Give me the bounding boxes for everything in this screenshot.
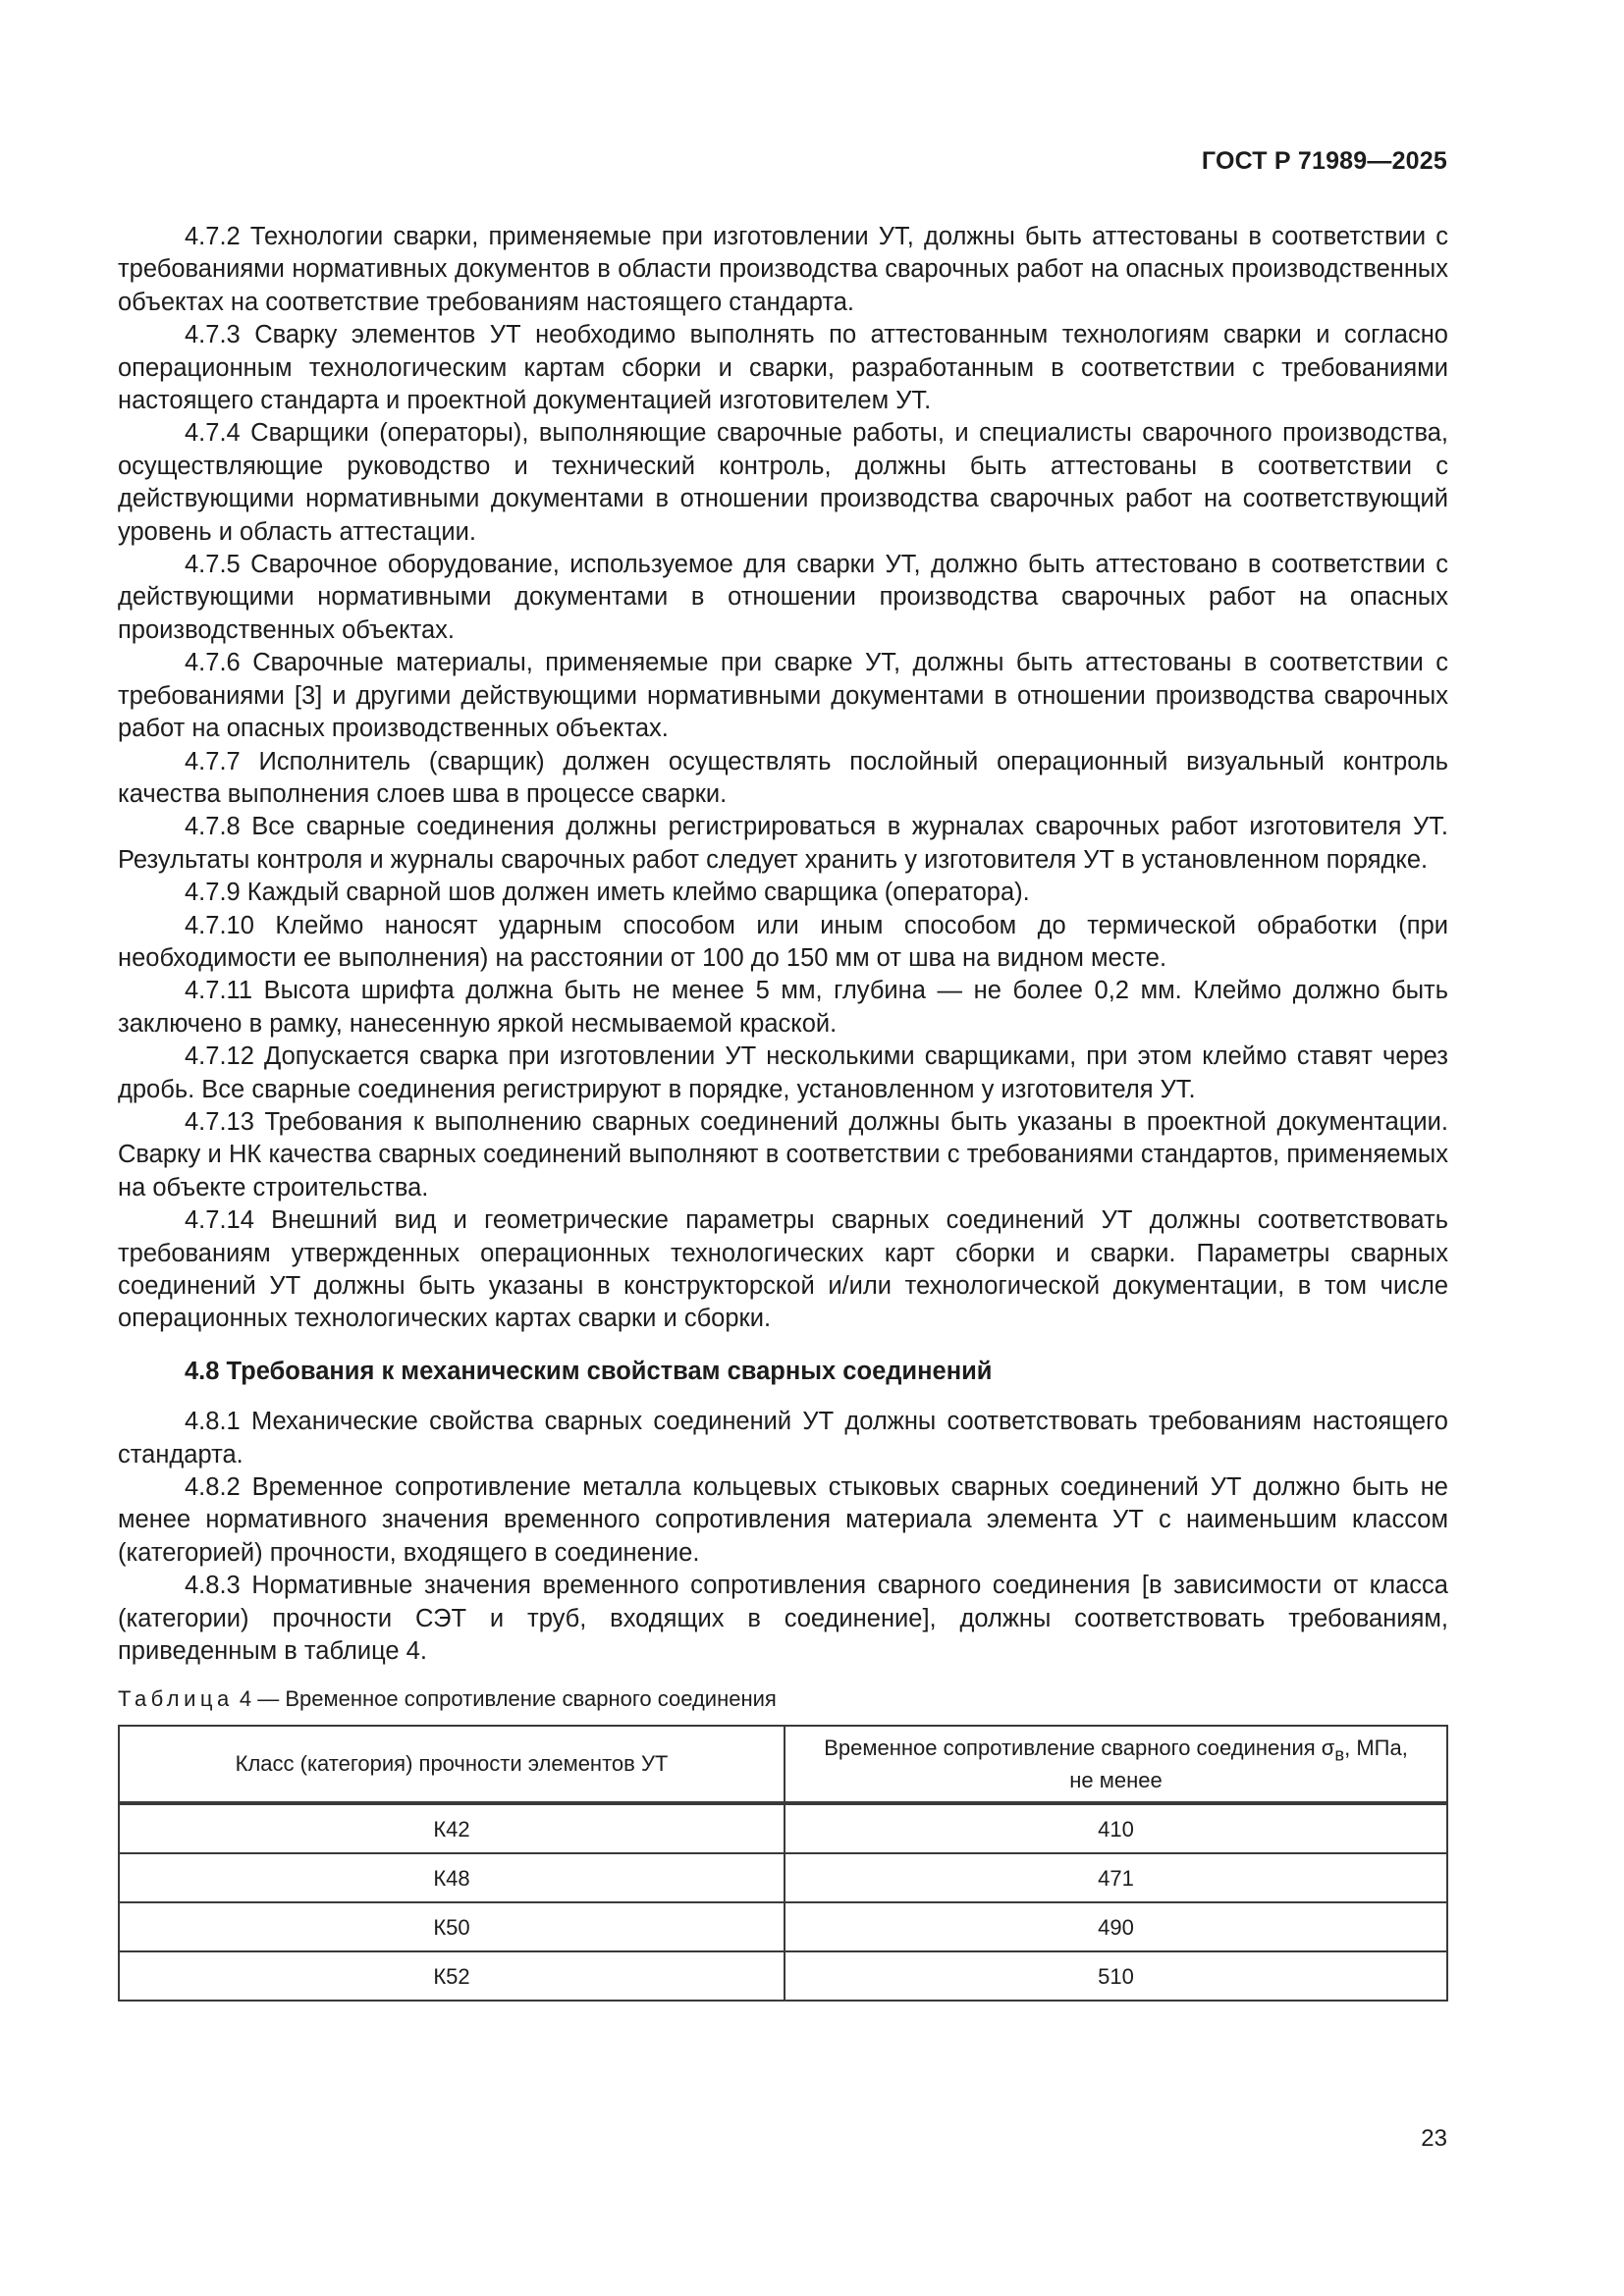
table-row <box>119 1902 1447 1951</box>
header-tensile-main: Временное сопротивление сварного соединения σ <box>824 1735 1335 1761</box>
page-content <box>118 221 1448 2002</box>
table-row <box>119 1853 1447 1902</box>
cell-value: 410 <box>785 1803 1447 1853</box>
paragraph-4-7-11: 4.7.11 Высота шрифта должна быть не менее 5 мм, глубина — не более 0,2 мм. Клеймо должно быть заключено в рамку, нанесенную яркой несмываемой краской. <box>118 977 1448 1038</box>
paragraph-4-7-4: 4.7.4 Сварщики (операторы), выполняющие сварочные работы, и специалисты сварочного производства, осуществляющие руководство и технический контроль, должны быть аттестованы в соответствии с действующими нормативными документами в отношении производства сварочных работ на соответствующий уровень и область аттестации. <box>118 419 1448 546</box>
cell-class: К48 <box>119 1853 785 1902</box>
paragraph-4-7-9: 4.7.9 Каждый сварной шов должен иметь клеймо сварщика (оператора). <box>185 879 1030 907</box>
table-caption-text: 4 — Временное сопротивление сварного соединения <box>239 1686 777 1712</box>
table-row <box>119 1803 1447 1853</box>
cell-value: 510 <box>785 1951 1447 2001</box>
paragraph-4-8-2: 4.8.2 Временное сопротивление металла кольцевых стыковых сварных соединений УТ должно быть не менее нормативного значения временного сопротивления материала элемента УТ с наименьшим классом (категорией) прочности, входящего в соединение. <box>118 1473 1448 1567</box>
paragraph-4-7-6: 4.7.6 Сварочные материалы, применяемые при сварке УТ, должны быть аттестованы в соответствии с требованиями [3] и другими действующими нормативными документами в отношении производства сварочных работ на опасных производственных объектах. <box>118 649 1448 743</box>
paragraph-4-7-7: 4.7.7 Исполнитель (сварщик) должен осуществлять послойный операционный визуальный контроль качества выполнения слоев шва в процессе сварки. <box>118 747 1448 808</box>
table-caption <box>118 1685 1448 1713</box>
page-number: 23 <box>1421 2125 1447 2152</box>
standard-header: ГОСТ Р 71989—2025 <box>1201 147 1447 175</box>
cell-class: К52 <box>119 1951 785 2001</box>
paragraph-4-7-2: 4.7.2 Технологии сварки, применяемые при изготовлении УТ, должны быть аттестованы в соответствии с требованиями нормативных документов в области производства сварочных работ на опасных производственных объектах на соответствие требованиям настоящего стандарта. <box>118 223 1448 316</box>
header-tensile-unit: , МПа, <box>1344 1735 1408 1761</box>
cell-value: 490 <box>785 1902 1447 1951</box>
header-strength-class: Класс (категория) прочности элементов УТ <box>119 1726 785 1803</box>
paragraph-4-7-8: 4.7.8 Все сварные соединения должны регистрироваться в журналах сварочных работ изготовителя УТ. Результаты контроля и журналы сварочных работ следует хранить у изготовителя УТ в установленном порядке. <box>118 813 1448 874</box>
table-caption-label: Таблица <box>118 1686 234 1712</box>
cell-value: 471 <box>785 1853 1447 1902</box>
table-header-row <box>119 1726 1447 1803</box>
table-row <box>119 1951 1447 2001</box>
cell-class: К50 <box>119 1902 785 1951</box>
section-title-4-8: 4.8 Требования к механическим свойствам сварных соединений <box>185 1357 993 1385</box>
header-tensile-subscript: в <box>1334 1743 1345 1765</box>
header-tensile-strength <box>785 1726 1447 1803</box>
paragraph-4-8-3: 4.8.3 Нормативные значения временного сопротивления сварного соединения [в зависимости от класса (категории) прочности СЭТ и труб, входящих в соединение], должны соответствовать требованиям, приведенным в таблице 4. <box>118 1572 1448 1666</box>
paragraph-4-8-1: 4.8.1 Механические свойства сварных соединений УТ должны соответствовать требованиям настоящего стандарта. <box>118 1408 1448 1468</box>
paragraph-4-7-3: 4.7.3 Сварку элементов УТ необходимо выполнять по аттестованным технологиям сварки и согласно операционным технологическим картам сборки и сварки, разработанным в соответствии с требованиями настоящего стандарта и проектной документацией изготовителем УТ. <box>118 321 1448 415</box>
paragraph-4-7-5: 4.7.5 Сварочное оборудование, используемое для сварки УТ, должно быть аттестовано в соответствии с действующими нормативными документами в отношении производства сварочных работ на опасных производственных объектах. <box>118 551 1448 644</box>
cell-class: К42 <box>119 1803 785 1853</box>
paragraph-4-7-10: 4.7.10 Клеймо наносят ударным способом или иным способом до термической обработки (при необходимости ее выполнения) на расстоянии от 100 до 150 мм от шва на видном месте. <box>118 911 1448 972</box>
header-tensile-min: не менее <box>1069 1767 1163 1792</box>
paragraph-4-7-14: 4.7.14 Внешний вид и геометрические параметры сварных соединений УТ должны соответствовать требованиям утвержденных операционных технологических карт сборки и сварки. Параметры сварных соединений УТ должны быть указаны в конструкторской и/или технологической документации, в том числе операционных технологических картах сварки и сборки. <box>118 1206 1448 1333</box>
paragraph-4-7-12: 4.7.12 Допускается сварка при изготовлении УТ несколькими сварщиками, при этом клеймо ставят через дробь. Все сварные соединения регистрируют в порядке, установленном у изготовителя УТ. <box>118 1042 1448 1103</box>
tensile-strength-table <box>118 1725 1448 2002</box>
paragraph-4-7-13: 4.7.13 Требования к выполнению сварных соединений должны быть указаны в проектной документации. Сварку и НК качества сварных соединений выполняют в соответствии с требованиями стандартов, применяемых на объекте строительства. <box>118 1107 1448 1201</box>
